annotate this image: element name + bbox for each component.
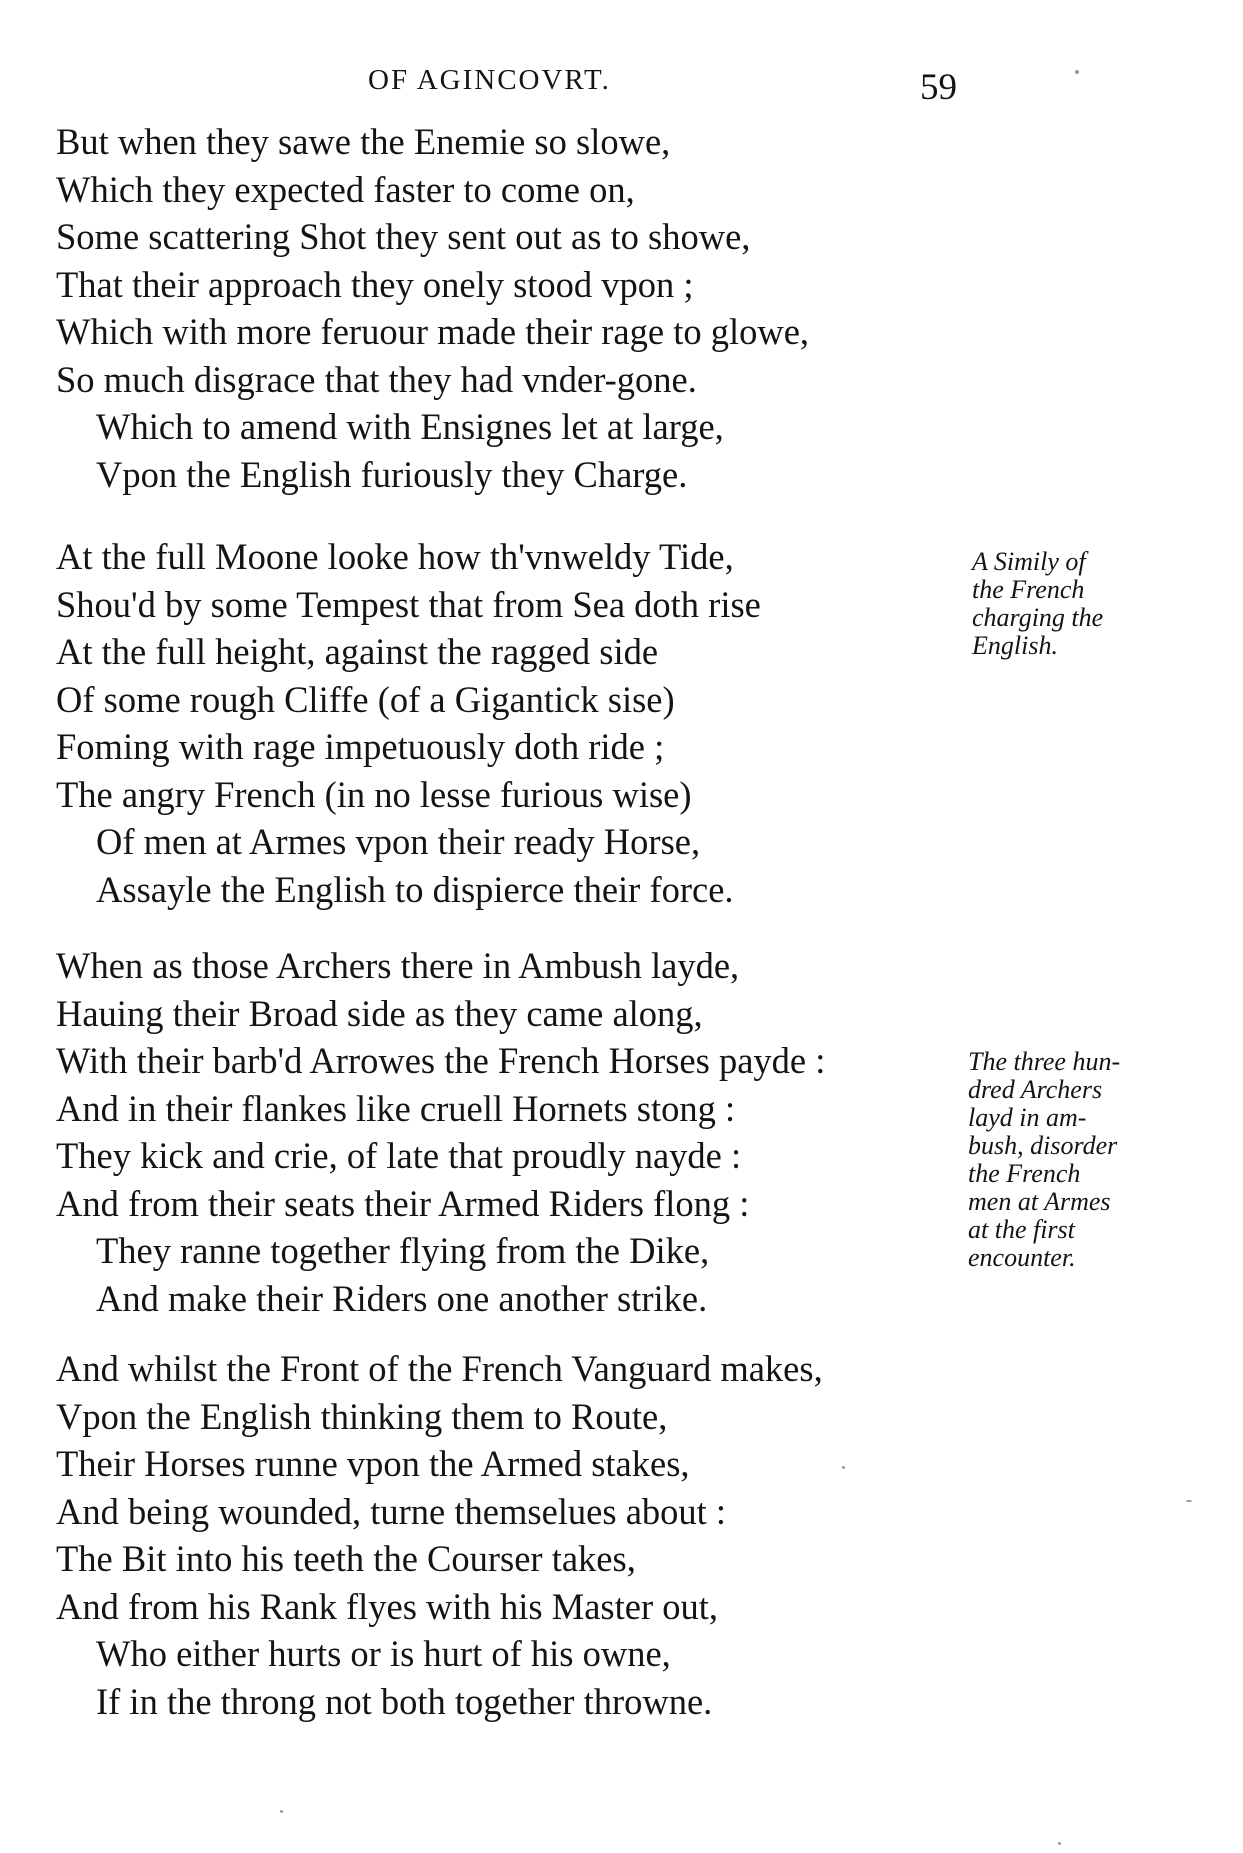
marginal-note-archers	[968, 1048, 1120, 1272]
verse-line: When as those Archers there in Ambush layde,	[56, 945, 740, 986]
verse-line: Vpon the English furiously they Charge.	[96, 453, 688, 495]
note-line: at the first	[968, 1215, 1075, 1244]
verse-line: At the full Moone looke how th'vnweldy Tide,	[56, 536, 734, 577]
verse-line: And whilst the Front of the French Vanguard makes,	[56, 1348, 823, 1389]
verse-line: And from his Rank flyes with his Master out,	[56, 1585, 719, 1627]
scan-speck	[1186, 1500, 1192, 1502]
verse-line: The angry French (in no lesse furious wise)	[56, 773, 692, 815]
note-line: dred Archers	[968, 1075, 1103, 1104]
stanza-1	[56, 118, 976, 498]
scan-speck	[842, 1466, 845, 1469]
verse-line: They ranne together flying from the Dike,	[96, 1230, 710, 1271]
verse-line: At the full height, against the ragged side	[56, 631, 659, 672]
note-line: English.	[972, 631, 1058, 660]
verse-line: Of men at Armes vpon their ready Horse,	[96, 821, 701, 862]
verse-line: But when they sawe the Enemie so slowe,	[56, 121, 671, 162]
stanza-3	[56, 942, 976, 1322]
verse-line: Of some rough Cliffe (of a Gigantick sise)	[56, 678, 675, 720]
verse-line: Which with more feruour made their rage to glowe,	[56, 311, 810, 352]
verse-line: Hauing their Broad side as they came along,	[56, 992, 703, 1034]
note-line: The three hun-	[968, 1047, 1121, 1076]
verse-line: Vpon the English thinking them to Route,	[56, 1395, 668, 1437]
verse-line: If in the throng not both together throwne.	[96, 1680, 713, 1722]
stanza-2	[56, 533, 976, 913]
verse-line: And in their flankes like cruell Hornets stong :	[56, 1087, 736, 1129]
page-number: 59	[920, 67, 957, 108]
note-line: charging the	[972, 603, 1104, 632]
verse-line: Which to amend with Ensignes let at large,	[96, 406, 724, 447]
verse-line: Who either hurts or is hurt of his owne,	[96, 1633, 671, 1674]
verse-line: So much disgrace that they had vnder-gone.	[56, 358, 697, 400]
verse-line: And make their Riders one another strike.	[96, 1277, 708, 1319]
scan-speck	[1058, 1842, 1061, 1845]
verse-line: Foming with rage impetuously doth ride ;	[56, 726, 665, 767]
note-line: encounter.	[968, 1243, 1076, 1272]
verse-line: Some scattering Shot they sent out as to showe,	[56, 216, 751, 257]
verse-line: Assayle the English to dispierce their force.	[96, 868, 734, 910]
verse-line: Shou'd by some Tempest that from Sea doth rise	[56, 583, 761, 625]
verse-line: They kick and crie, of late that proudly nayde :	[56, 1135, 742, 1176]
note-line: men at Armes	[968, 1187, 1111, 1216]
note-line: the French	[968, 1159, 1081, 1188]
verse-line: And from their seats their Armed Riders flong :	[56, 1182, 750, 1224]
verse-line: That their approach they onely stood vpon ;	[56, 263, 694, 305]
stanza-4	[56, 1345, 976, 1725]
note-line: A Simily of	[972, 547, 1086, 576]
note-line: bush, disorder	[968, 1131, 1118, 1160]
verse-line: With their barb'd Arrowes the French Horses payde :	[56, 1040, 826, 1081]
verse-line: Which they expected faster to come on,	[56, 168, 635, 210]
note-line: the French	[972, 575, 1085, 604]
scan-speck	[280, 1810, 283, 1813]
verse-line: And being wounded, turne themselues about :	[56, 1490, 727, 1532]
marginal-note-simily	[972, 548, 1103, 660]
verse-line: Their Horses runne vpon the Armed stakes,	[56, 1443, 690, 1484]
verse-line: The Bit into his teeth the Courser takes,	[56, 1538, 636, 1579]
scan-speck	[1075, 70, 1079, 74]
note-line: layd in am-	[968, 1103, 1087, 1132]
running-title: OF AGINCOVRT.	[368, 64, 611, 96]
